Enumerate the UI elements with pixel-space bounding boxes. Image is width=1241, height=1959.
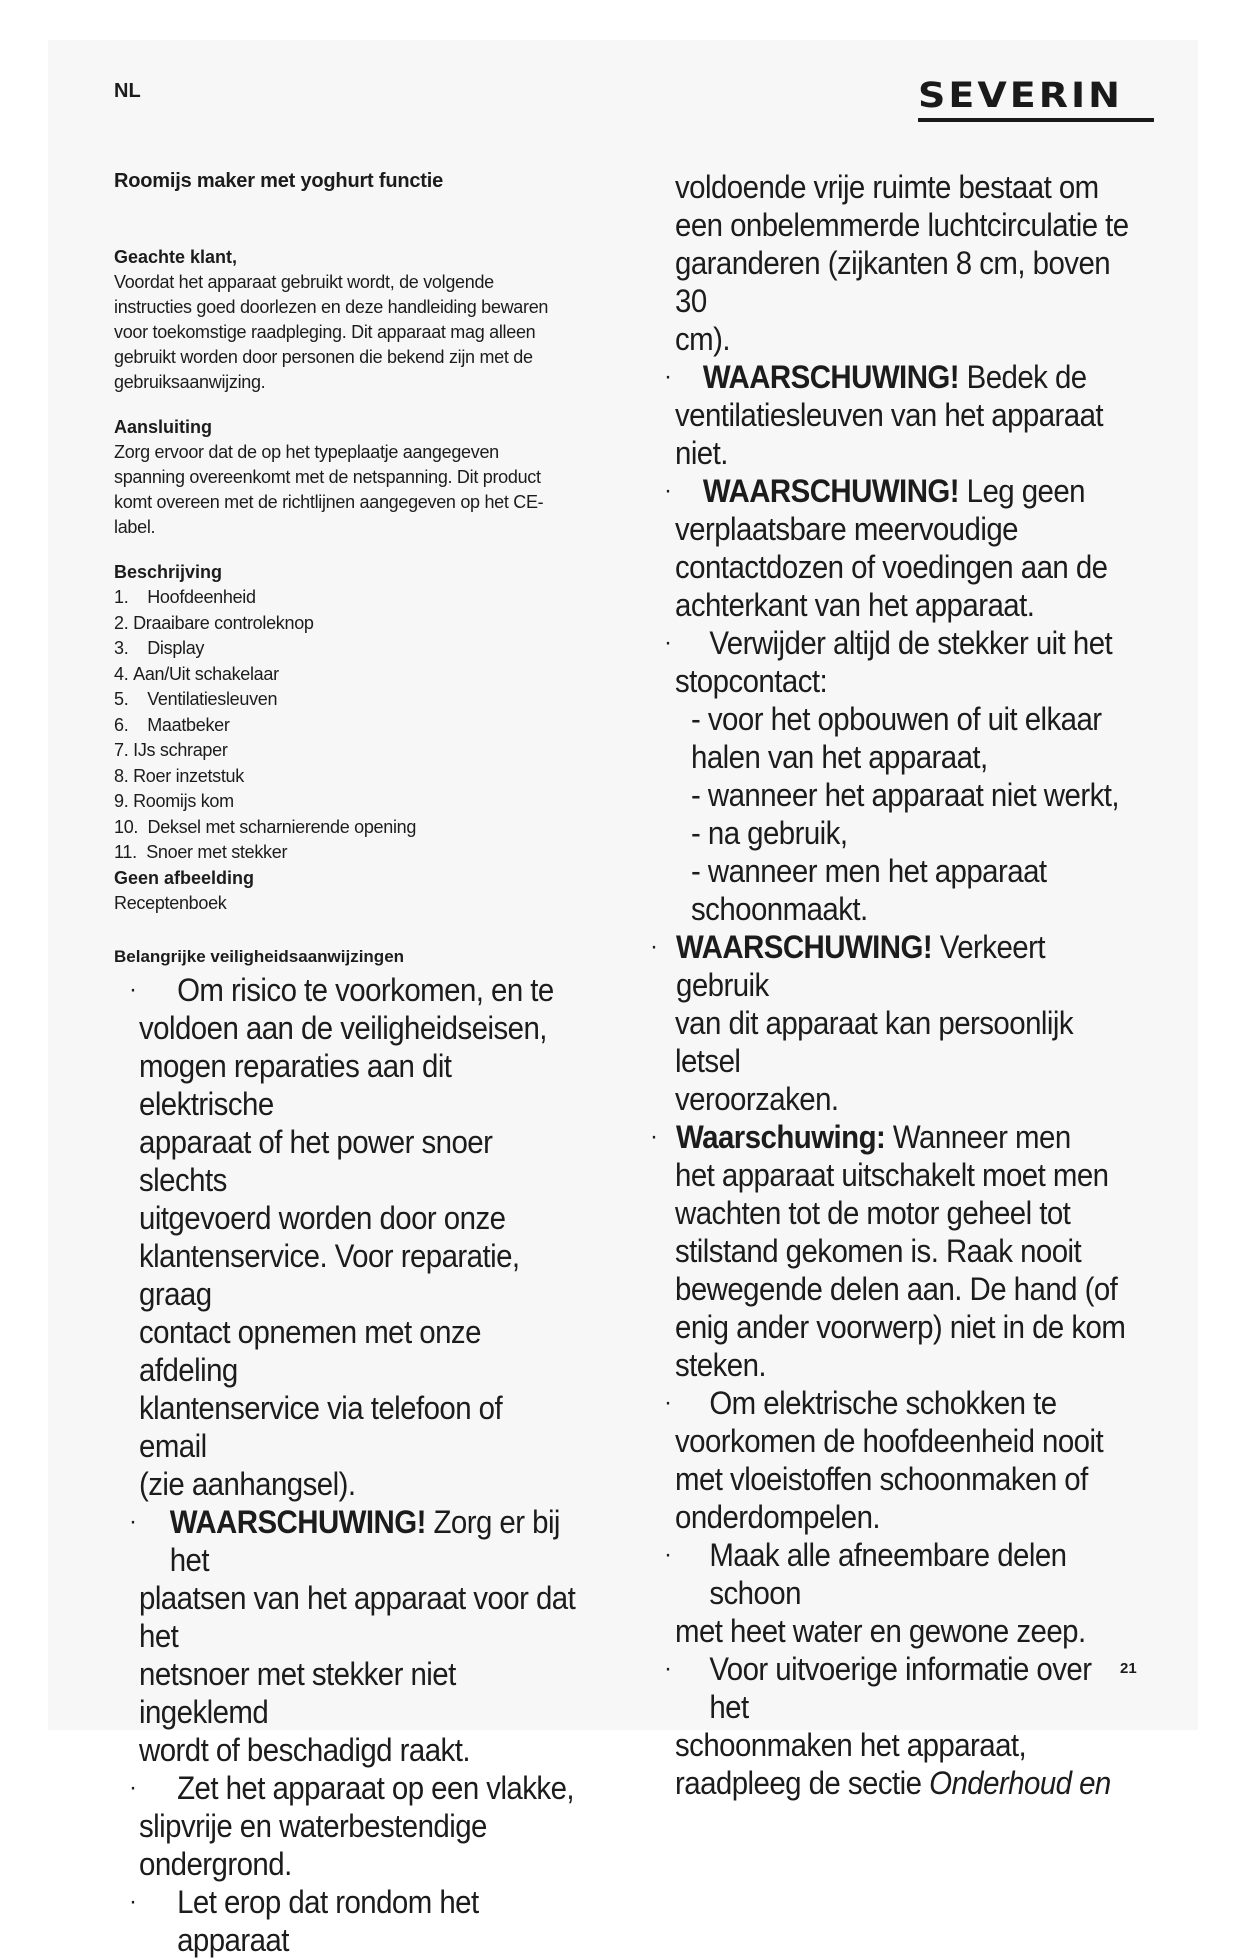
text-line: instructies goed doorlezen en deze handleiding bewaren bbox=[114, 297, 549, 317]
sub-item: - voor het opbouwen of uit elkaar bbox=[691, 701, 1102, 737]
bullet-body bbox=[650, 662, 1170, 700]
bullet-body bbox=[114, 1579, 614, 1769]
bullet-icon: · bbox=[129, 1773, 137, 1801]
bullet-text: Bedek de bbox=[958, 359, 1087, 395]
text-line: uitgevoerd worden door onze bbox=[139, 1199, 506, 1236]
list-item: 7. IJs schraper bbox=[114, 740, 228, 760]
connection-heading: Aansluiting bbox=[114, 417, 212, 437]
bullet-icon: · bbox=[664, 363, 672, 390]
connection-text bbox=[114, 440, 614, 540]
safety-bullet bbox=[129, 1883, 614, 1959]
sub-list bbox=[650, 700, 1170, 928]
text-line: wachten tot de motor geheel tot bbox=[675, 1195, 1071, 1231]
list-item: 2. Draaibare controleknop bbox=[114, 612, 314, 633]
text-line: stilstand gekomen is. Raak nooit bbox=[675, 1233, 1082, 1269]
bullet-body bbox=[650, 1726, 1170, 1802]
safety-bullet bbox=[129, 1769, 614, 1807]
text-line: slipvrije en waterbestendige bbox=[139, 1807, 487, 1844]
text-line: contactdozen of voedingen aan de bbox=[675, 549, 1108, 585]
warning-label: Waarschuwing: bbox=[676, 1119, 886, 1155]
bullet-icon: · bbox=[129, 1887, 137, 1915]
safety-bullet bbox=[664, 1650, 1170, 1726]
list-item: 5. Ventilatiesleuven bbox=[114, 689, 278, 709]
list-item: 6. Maatbeker bbox=[114, 714, 230, 735]
safety-bullet bbox=[664, 1384, 1170, 1422]
bullet-text: Verkeert gebruik bbox=[676, 929, 1045, 1003]
safety-bullets-left bbox=[114, 971, 614, 1959]
safety-heading: Belangrijke veiligheidsaanwijzingen bbox=[114, 946, 405, 966]
text-line: voldoende vrije ruimte bestaat om bbox=[675, 169, 1099, 205]
text-line: schoonmaken het apparaat, bbox=[675, 1727, 1027, 1763]
text-line: steken. bbox=[675, 1347, 767, 1383]
safety-bullet bbox=[650, 1118, 1170, 1156]
bullet-body bbox=[114, 1807, 614, 1883]
bullet-first-line bbox=[690, 472, 1085, 510]
section-reference: Onderhoud en bbox=[929, 1765, 1111, 1801]
warning-label: WAARSCHUWING! bbox=[702, 359, 959, 395]
sub-item: - wanneer het apparaat niet werkt, bbox=[691, 777, 1120, 813]
bullet-icon: · bbox=[650, 933, 658, 960]
bullet-body bbox=[114, 1009, 614, 1503]
text-segment: raadpleeg de sectie bbox=[675, 1765, 930, 1801]
text-line: garanderen (zijkanten 8 cm, boven 30 bbox=[675, 245, 1111, 319]
bullet-icon: · bbox=[664, 477, 672, 504]
bullet-body bbox=[650, 1004, 1170, 1118]
text-line: ondergrond. bbox=[139, 1845, 292, 1882]
connection-section bbox=[114, 415, 614, 540]
description-heading: Beschrijving bbox=[114, 562, 223, 582]
bullet-icon: · bbox=[650, 1123, 658, 1150]
bullet-text: Wanneer men bbox=[885, 1119, 1071, 1155]
bullet-icon: · bbox=[664, 1541, 672, 1568]
bullet-body bbox=[650, 1612, 1170, 1650]
list-item: 10. Deksel met scharnierende opening bbox=[114, 816, 417, 837]
safety-bullet bbox=[664, 358, 1170, 396]
brand-logo bbox=[918, 76, 1154, 122]
bullet-icon: · bbox=[664, 1655, 672, 1682]
text-line: van dit apparaat kan persoonlijk letsel bbox=[675, 1005, 1074, 1079]
bullet-first-line bbox=[676, 928, 1130, 1004]
bullet-first-line bbox=[155, 1503, 577, 1579]
text-line: met vloeistoffen schoonmaken of bbox=[675, 1461, 1088, 1497]
bullet-first-line bbox=[690, 358, 1087, 396]
bullet-first-line: Om elektrische schokken te bbox=[709, 1385, 1057, 1421]
warning-label: WAARSCHUWING! bbox=[702, 473, 959, 509]
safety-bullet bbox=[650, 928, 1170, 1004]
text-line: klantenservice. Voor reparatie, graag bbox=[139, 1237, 520, 1312]
text-line: voorkomen de hoofdeenheid nooit bbox=[675, 1423, 1104, 1459]
bullet-icon: · bbox=[664, 1389, 672, 1416]
text-line: met heet water en gewone zeep. bbox=[675, 1613, 1086, 1649]
text-line: Zorg ervoor dat de op het typeplaatje aangegeven bbox=[114, 442, 499, 462]
sub-item: halen van het apparaat, bbox=[691, 739, 988, 775]
no-image-heading: Geen afbeelding bbox=[114, 867, 255, 888]
text-line: enig ander voorwerp) niet in de kom bbox=[675, 1309, 1126, 1345]
bullet-first-line bbox=[676, 1118, 1071, 1156]
continuation-text bbox=[650, 168, 1170, 358]
warning-label: WAARSCHUWING! bbox=[169, 1503, 426, 1540]
brand-underline bbox=[918, 118, 1154, 122]
text-line: het apparaat uitschakelt moet men bbox=[675, 1157, 1109, 1193]
text-line: ventilatiesleuven van het apparaat bbox=[675, 397, 1104, 433]
safety-bullet bbox=[664, 624, 1170, 662]
brand-name: SEVERIN bbox=[918, 74, 1123, 116]
text-line: cm). bbox=[675, 321, 731, 357]
safety-bullet bbox=[664, 472, 1170, 510]
text-line: spanning overeenkomt met de netspanning. Dit product bbox=[114, 467, 541, 487]
text-line: gebruikt worden door personen die bekend zijn met de bbox=[114, 347, 533, 367]
bullet-icon: · bbox=[664, 629, 672, 656]
bullet-body bbox=[650, 1156, 1170, 1384]
bullet-first-line: Verwijder altijd de stekker uit het bbox=[709, 625, 1113, 661]
safety-section bbox=[114, 944, 614, 1959]
text-line: veroorzaken. bbox=[675, 1081, 839, 1117]
list-item: 8. Roer inzetstuk bbox=[114, 765, 244, 786]
page-title: Roomijs maker met yoghurt functie bbox=[114, 170, 444, 192]
text-line: netsnoer met stekker niet ingeklemd bbox=[139, 1655, 456, 1730]
text-line: wordt of beschadigd raakt. bbox=[139, 1731, 470, 1768]
bullet-first-line: Zet het apparaat op een vlakke, bbox=[177, 1769, 575, 1806]
parts-list bbox=[114, 585, 614, 866]
bullet-body bbox=[650, 1422, 1170, 1536]
description-section bbox=[114, 560, 614, 916]
text-line: (zie aanhangsel). bbox=[139, 1465, 356, 1502]
safety-bullet bbox=[129, 971, 614, 1009]
bullet-first-line: Om risico te voorkomen, en te bbox=[177, 971, 554, 1008]
text-line: plaatsen van het apparaat voor dat het bbox=[139, 1579, 576, 1654]
text-line: gebruiksaanwijzing. bbox=[114, 372, 266, 392]
text-line: een onbelemmerde luchtcirculatie te bbox=[675, 207, 1129, 243]
text-line: voldoen aan de veiligheidseisen, bbox=[139, 1009, 547, 1046]
greeting-heading: Geachte klant, bbox=[114, 247, 238, 267]
warning-label: WAARSCHUWING! bbox=[676, 929, 933, 965]
text-line: onderdompelen. bbox=[675, 1499, 881, 1535]
safety-bullet bbox=[129, 1503, 614, 1579]
list-item: 1. Hoofdeenheid bbox=[114, 587, 256, 607]
sub-item: - wanneer men het apparaat bbox=[691, 853, 1047, 889]
right-column bbox=[650, 168, 1170, 1802]
safety-bullet bbox=[664, 1536, 1170, 1612]
bullet-body bbox=[650, 510, 1170, 624]
page-number: 21 bbox=[1120, 1660, 1137, 1677]
bullet-icon: · bbox=[129, 1507, 137, 1535]
text-line: klantenservice via telefoon of email bbox=[139, 1389, 503, 1464]
text-line: Voordat het apparaat gebruikt wordt, de volgende bbox=[114, 272, 494, 292]
left-column bbox=[114, 170, 614, 1959]
greeting-text bbox=[114, 270, 614, 395]
text-line: apparaat of het power snoer slechts bbox=[139, 1123, 493, 1198]
text-line: achterkant van het apparaat. bbox=[675, 587, 1035, 623]
text-line: voor toekomstige raadpleging. Dit apparaat mag alleen bbox=[114, 322, 536, 342]
bullet-body bbox=[650, 396, 1170, 472]
no-image-item: Receptenboek bbox=[114, 892, 227, 913]
text-line: stopcontact: bbox=[675, 663, 828, 699]
bullet-icon: · bbox=[129, 975, 137, 1003]
list-item: 9. Roomijs kom bbox=[114, 791, 234, 811]
text-line bbox=[675, 1764, 1111, 1802]
text-line: mogen reparaties aan dit elektrische bbox=[139, 1047, 452, 1122]
greeting-section bbox=[114, 245, 614, 395]
bullet-first-line: Maak alle afneembare delen schoon bbox=[709, 1537, 1067, 1611]
text-line: label. bbox=[114, 517, 156, 537]
text-line: komt overeen met de richtlijnen aangegeven op het CE- bbox=[114, 492, 544, 512]
bullet-first-line: Let erop dat rondom het apparaat bbox=[177, 1883, 479, 1958]
bullet-text: Zorg er bij het bbox=[169, 1503, 560, 1578]
text-line: contact opnemen met onze afdeling bbox=[139, 1313, 481, 1388]
text-line: niet. bbox=[675, 435, 728, 471]
list-item: 3. Display bbox=[114, 638, 205, 658]
list-item: 4. Aan/Uit schakelaar bbox=[114, 663, 279, 684]
bullet-text: Leg geen bbox=[958, 473, 1086, 509]
list-item: 11. Snoer met stekker bbox=[114, 842, 288, 862]
sub-item: - na gebruik, bbox=[691, 815, 848, 851]
text-line: verplaatsbare meervoudige bbox=[675, 511, 1018, 547]
language-code: NL bbox=[114, 80, 141, 102]
bullet-first-line: Voor uitvoerige informatie over het bbox=[709, 1651, 1092, 1725]
sub-item: schoonmaakt. bbox=[691, 891, 868, 927]
text-line: bewegende delen aan. De hand (of bbox=[675, 1271, 1118, 1307]
